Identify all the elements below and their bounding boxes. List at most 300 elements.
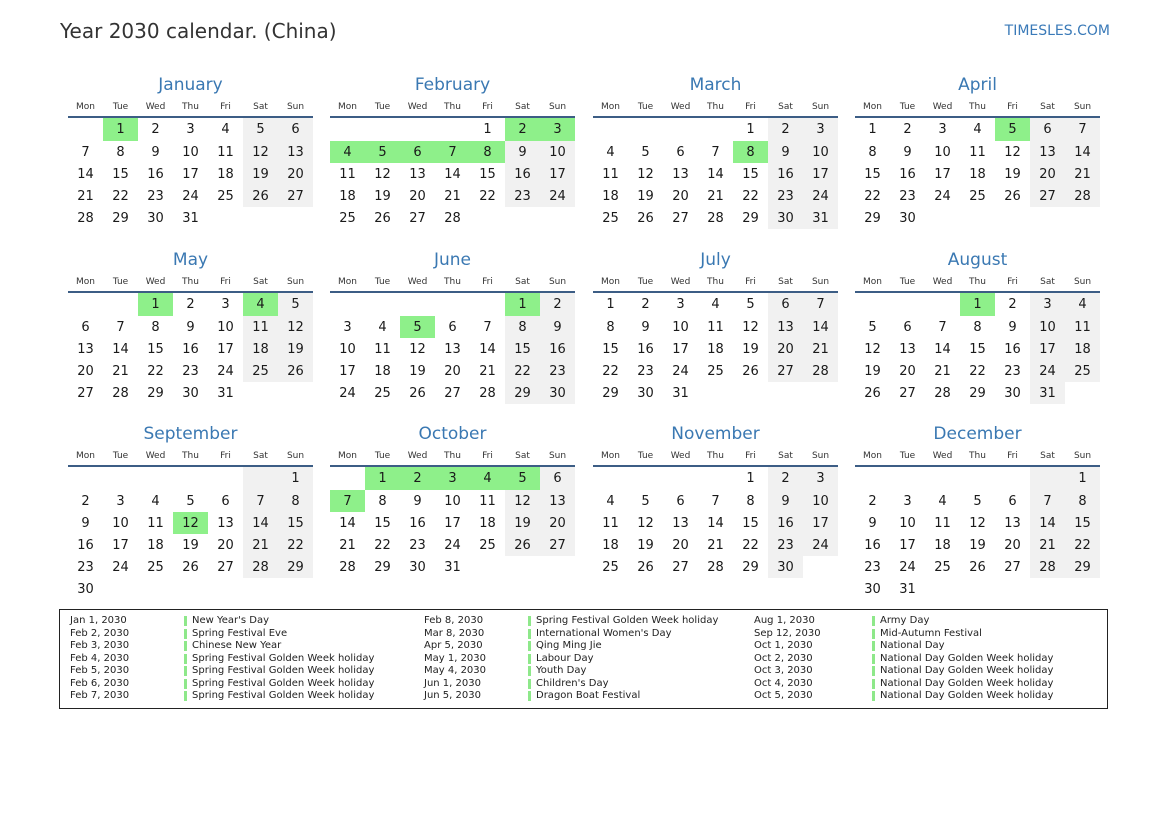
day-cell: 21 — [479, 363, 496, 379]
empty-cell — [540, 207, 575, 229]
week-row — [855, 578, 1100, 600]
day-cell: 18 — [934, 537, 951, 553]
holiday-date: May 1, 2030 — [424, 652, 487, 664]
weekday-header: Mon — [330, 277, 365, 292]
day-cell: 22 — [374, 537, 391, 553]
day-cell: 15 — [147, 341, 164, 357]
empty-cell — [663, 117, 698, 141]
day-cell: 10 — [444, 493, 461, 509]
day-cell: 17 — [444, 515, 461, 531]
month-table — [593, 451, 838, 578]
day-cell: 29 — [112, 210, 129, 226]
day-cell: 13 — [77, 341, 94, 357]
day-cell: 7 — [243, 490, 278, 512]
day-cell: 26 — [243, 185, 278, 207]
weekday-header: Wed — [400, 451, 435, 466]
empty-cell — [890, 292, 925, 316]
day-cell: 20 — [278, 163, 313, 185]
day-cell: 22 — [1065, 534, 1100, 556]
empty-cell — [925, 578, 960, 600]
day-cell: 13 — [540, 490, 575, 512]
holiday-name: Labour Day — [528, 654, 594, 664]
day-cell: 11 — [217, 144, 234, 160]
day-cell: 31 — [1030, 382, 1065, 404]
month-name: December — [933, 424, 1022, 444]
empty-cell — [925, 207, 960, 229]
day-cell: 21 — [934, 363, 951, 379]
empty-cell — [173, 578, 208, 600]
day-cell: 2 — [81, 493, 90, 509]
day-cell: 15 — [278, 512, 313, 534]
month-table — [68, 277, 313, 404]
day-cell: 31 — [182, 210, 199, 226]
holiday-date: Aug 1, 2030 — [754, 615, 815, 626]
day-cell: 18 — [479, 515, 496, 531]
week-row — [855, 360, 1100, 382]
day-cell: 20 — [672, 188, 689, 204]
empty-cell — [68, 466, 103, 490]
week-row — [330, 360, 575, 382]
weekday-header: Wed — [925, 451, 960, 466]
day-cell: 3 — [676, 297, 685, 312]
month-table — [330, 451, 575, 578]
weekday-header: Mon — [330, 451, 365, 466]
empty-cell — [890, 466, 925, 490]
weekday-header: Sun — [803, 277, 838, 292]
week-row — [330, 534, 575, 556]
week-row — [593, 360, 838, 382]
week-row — [68, 466, 313, 490]
month-august — [855, 250, 1100, 404]
day-cell: 23 — [540, 360, 575, 382]
weekday-header: Fri — [208, 277, 243, 292]
day-cell: 18 — [602, 188, 619, 204]
day-cell: 24 — [672, 363, 689, 379]
holiday-name: New Year's Day — [184, 616, 269, 626]
day-cell: 23 — [182, 363, 199, 379]
day-cell: 23 — [505, 185, 540, 207]
day-cell: 7 — [116, 319, 125, 335]
holiday-day-cell: 12 — [173, 512, 208, 534]
day-cell: 23 — [899, 188, 916, 204]
weekday-header: Fri — [208, 451, 243, 466]
empty-cell — [960, 207, 995, 229]
day-cell: 8 — [746, 493, 755, 509]
weekday-header: Sun — [540, 102, 575, 117]
day-cell: 5 — [243, 117, 278, 141]
day-cell: 28 — [339, 559, 356, 575]
day-cell: 7 — [81, 144, 90, 160]
day-cell: 19 — [1004, 166, 1021, 182]
day-cell: 26 — [278, 360, 313, 382]
day-cell: 9 — [768, 141, 803, 163]
day-cell: 25 — [339, 210, 356, 226]
day-cell: 3 — [186, 122, 195, 137]
day-cell: 10 — [217, 319, 234, 335]
holiday-day-cell: 2 — [505, 117, 540, 141]
day-cell: 20 — [1030, 163, 1065, 185]
day-cell: 6 — [676, 144, 685, 160]
day-cell: 16 — [1004, 341, 1021, 357]
week-row — [330, 292, 575, 316]
day-cell: 14 — [934, 341, 951, 357]
weekday-header: Tue — [890, 102, 925, 117]
day-cell: 29 — [602, 385, 619, 401]
empty-cell — [400, 292, 435, 316]
day-cell: 28 — [77, 210, 94, 226]
day-cell: 15 — [864, 166, 881, 182]
month-november — [593, 424, 838, 578]
day-cell: 12 — [637, 166, 654, 182]
day-cell: 8 — [973, 319, 982, 335]
day-cell: 1 — [483, 122, 492, 137]
day-cell: 15 — [1065, 512, 1100, 534]
day-cell: 20 — [899, 363, 916, 379]
day-cell: 27 — [899, 385, 916, 401]
month-name: August — [947, 250, 1008, 270]
month-march — [593, 75, 838, 229]
empty-cell — [278, 382, 313, 404]
weekday-header: Sun — [278, 451, 313, 466]
empty-cell — [733, 382, 768, 404]
day-cell: 14 — [1065, 141, 1100, 163]
holiday-day-cell: 5 — [365, 141, 400, 163]
holiday-name: Dragon Boat Festival — [528, 691, 640, 701]
day-cell: 11 — [934, 515, 951, 531]
day-cell: 26 — [505, 534, 540, 556]
weekday-header: Thu — [698, 451, 733, 466]
holiday-date: Apr 5, 2030 — [424, 640, 483, 651]
holiday-name: Youth Day — [528, 666, 586, 676]
day-cell: 11 — [147, 515, 164, 531]
brand-link[interactable]: TIMESLES.COM — [1004, 23, 1110, 39]
empty-cell — [960, 578, 995, 600]
day-cell: 4 — [1065, 292, 1100, 316]
month-july — [593, 250, 838, 404]
day-cell: 27 — [409, 210, 426, 226]
day-cell: 24 — [803, 534, 838, 556]
day-cell: 16 — [768, 163, 803, 185]
week-row — [593, 556, 838, 578]
day-cell: 14 — [77, 166, 94, 182]
day-cell: 10 — [1030, 316, 1065, 338]
day-cell: 24 — [217, 363, 234, 379]
day-cell: 7 — [938, 319, 947, 335]
day-cell: 24 — [182, 188, 199, 204]
day-cell: 2 — [186, 297, 195, 312]
day-cell: 11 — [707, 319, 724, 335]
day-cell: 30 — [1004, 385, 1021, 401]
weekday-header: Sat — [1030, 102, 1065, 117]
day-cell: 7 — [803, 292, 838, 316]
day-cell: 5 — [973, 493, 982, 509]
holiday-day-cell: 1 — [138, 292, 173, 316]
day-cell: 31 — [444, 559, 461, 575]
day-cell: 28 — [707, 210, 724, 226]
day-cell: 14 — [479, 341, 496, 357]
day-cell: 26 — [969, 559, 986, 575]
day-cell: 9 — [903, 144, 912, 160]
weekday-header: Fri — [995, 277, 1030, 292]
weekday-header: Fri — [470, 451, 505, 466]
weekday-header: Sat — [243, 277, 278, 292]
day-cell: 21 — [707, 188, 724, 204]
day-cell: 2 — [768, 466, 803, 490]
weekday-header: Mon — [593, 451, 628, 466]
day-cell: 28 — [112, 385, 129, 401]
month-name: February — [414, 75, 491, 95]
holiday-date: Oct 4, 2030 — [754, 677, 813, 689]
weekday-header: Thu — [173, 102, 208, 117]
holiday-name: Children's Day — [528, 679, 609, 689]
holiday-name: National Day Golden Week holiday — [872, 679, 1053, 689]
day-cell: 3 — [803, 117, 838, 141]
day-cell: 20 — [1004, 537, 1021, 553]
day-cell: 16 — [182, 341, 199, 357]
day-cell: 13 — [672, 515, 689, 531]
day-cell: 23 — [768, 185, 803, 207]
holiday-day-cell: 7 — [330, 490, 365, 512]
day-cell: 18 — [217, 166, 234, 182]
day-cell: 20 — [444, 363, 461, 379]
day-cell: 13 — [444, 341, 461, 357]
day-cell: 9 — [186, 319, 195, 335]
day-cell: 13 — [672, 166, 689, 182]
day-cell: 12 — [742, 319, 759, 335]
weekday-header: Wed — [400, 277, 435, 292]
weekday-header: Mon — [68, 277, 103, 292]
holiday-day-cell: 8 — [470, 141, 505, 163]
week-row — [855, 292, 1100, 316]
day-cell: 27 — [444, 385, 461, 401]
day-cell: 25 — [1065, 360, 1100, 382]
day-cell: 11 — [602, 515, 619, 531]
day-cell: 18 — [374, 363, 391, 379]
empty-cell — [803, 556, 838, 578]
day-cell: 9 — [413, 493, 422, 509]
day-cell: 25 — [147, 559, 164, 575]
day-cell: 16 — [899, 166, 916, 182]
day-cell: 13 — [899, 341, 916, 357]
day-cell: 8 — [505, 316, 540, 338]
holiday-day-cell: 4 — [470, 466, 505, 490]
empty-cell — [995, 578, 1030, 600]
day-cell: 30 — [147, 210, 164, 226]
day-cell: 7 — [483, 319, 492, 335]
week-row — [593, 534, 838, 556]
day-cell: 26 — [637, 559, 654, 575]
day-cell: 28 — [243, 556, 278, 578]
day-cell: 29 — [1065, 556, 1100, 578]
day-cell: 5 — [868, 319, 877, 335]
holiday-name: Spring Festival Golden Week holiday — [184, 679, 374, 689]
holiday-name: Mid-Autumn Festival — [872, 629, 982, 639]
day-cell: 9 — [868, 515, 877, 531]
day-cell: 16 — [505, 163, 540, 185]
empty-cell — [768, 382, 803, 404]
empty-cell — [435, 117, 470, 141]
holiday-date: Oct 5, 2030 — [754, 690, 813, 701]
day-cell: 8 — [116, 144, 125, 160]
page-title: Year 2030 calendar. (China) — [60, 19, 337, 43]
week-row — [330, 207, 575, 229]
holiday-name: National Day — [872, 641, 945, 651]
week-row — [593, 382, 838, 404]
week-row — [855, 534, 1100, 556]
day-cell: 30 — [540, 382, 575, 404]
day-cell: 9 — [768, 490, 803, 512]
day-cell: 30 — [77, 581, 94, 597]
empty-cell — [628, 117, 663, 141]
weekday-header: Sat — [505, 102, 540, 117]
day-cell: 21 — [1030, 534, 1065, 556]
holiday-name: Spring Festival Golden Week holiday — [184, 691, 374, 701]
empty-cell — [208, 578, 243, 600]
day-cell: 3 — [803, 466, 838, 490]
day-cell: 20 — [77, 363, 94, 379]
empty-cell — [995, 207, 1030, 229]
day-cell: 23 — [409, 537, 426, 553]
weekday-header: Sat — [505, 451, 540, 466]
empty-cell — [243, 207, 278, 229]
day-cell: 3 — [1030, 292, 1065, 316]
week-row — [330, 185, 575, 207]
week-row — [68, 556, 313, 578]
day-cell: 15 — [112, 166, 129, 182]
weekday-header: Wed — [138, 451, 173, 466]
day-cell: 3 — [116, 493, 125, 509]
weekday-header: Fri — [995, 102, 1030, 117]
weekday-header: Sun — [278, 102, 313, 117]
day-cell: 6 — [768, 292, 803, 316]
weekday-header: Thu — [960, 102, 995, 117]
day-cell: 16 — [77, 537, 94, 553]
weekday-header: Sun — [1065, 451, 1100, 466]
week-row — [593, 163, 838, 185]
day-cell: 15 — [505, 338, 540, 360]
day-cell: 2 — [768, 117, 803, 141]
week-row — [593, 316, 838, 338]
month-january — [68, 75, 313, 229]
empty-cell — [138, 466, 173, 490]
weekday-header: Wed — [663, 277, 698, 292]
weekday-header: Sun — [803, 102, 838, 117]
day-cell: 9 — [1008, 319, 1017, 335]
day-cell: 23 — [637, 363, 654, 379]
empty-cell — [103, 292, 138, 316]
holiday-day-cell: 1 — [365, 466, 400, 490]
day-cell: 14 — [444, 166, 461, 182]
empty-cell — [855, 292, 890, 316]
month-table — [855, 277, 1100, 404]
day-cell: 30 — [899, 210, 916, 226]
day-cell: 8 — [1065, 490, 1100, 512]
holiday-date: Feb 8, 2030 — [424, 615, 484, 626]
day-cell: 20 — [409, 188, 426, 204]
day-cell: 13 — [768, 316, 803, 338]
day-cell: 21 — [444, 188, 461, 204]
day-cell: 17 — [182, 166, 199, 182]
weekday-header: Tue — [103, 277, 138, 292]
weekday-header: Wed — [400, 102, 435, 117]
day-cell: 22 — [147, 363, 164, 379]
day-cell: 12 — [1004, 144, 1021, 160]
day-cell: 5 — [186, 493, 195, 509]
empty-cell — [995, 466, 1030, 490]
week-row — [855, 382, 1100, 404]
empty-cell — [698, 466, 733, 490]
day-cell: 13 — [1004, 515, 1021, 531]
day-cell: 1 — [1065, 466, 1100, 490]
empty-cell — [470, 292, 505, 316]
week-row — [855, 466, 1100, 490]
empty-cell — [278, 207, 313, 229]
day-cell: 28 — [1030, 556, 1065, 578]
day-cell: 31 — [672, 385, 689, 401]
empty-cell — [330, 117, 365, 141]
holiday-day-cell: 7 — [435, 141, 470, 163]
day-cell: 6 — [1008, 493, 1017, 509]
weekday-header: Mon — [593, 277, 628, 292]
day-cell: 7 — [1065, 117, 1100, 141]
week-row — [330, 466, 575, 490]
day-cell: 21 — [77, 188, 94, 204]
week-row — [68, 117, 313, 141]
day-cell: 12 — [637, 515, 654, 531]
month-table — [593, 277, 838, 404]
day-cell: 12 — [278, 316, 313, 338]
day-cell: 11 — [1065, 316, 1100, 338]
day-cell: 15 — [969, 341, 986, 357]
day-cell: 7 — [1030, 490, 1065, 512]
day-cell: 16 — [768, 512, 803, 534]
weekday-header: Sun — [540, 451, 575, 466]
day-cell: 23 — [864, 559, 881, 575]
day-cell: 1 — [868, 122, 877, 137]
day-cell: 9 — [540, 316, 575, 338]
day-cell: 11 — [374, 341, 391, 357]
week-row — [855, 141, 1100, 163]
week-row — [593, 292, 838, 316]
holiday-date: Jun 1, 2030 — [424, 677, 481, 689]
day-cell: 28 — [803, 360, 838, 382]
day-cell: 22 — [742, 537, 759, 553]
day-cell: 2 — [151, 122, 160, 137]
day-cell: 5 — [278, 292, 313, 316]
week-row — [330, 556, 575, 578]
week-row — [855, 490, 1100, 512]
weekday-header: Tue — [628, 277, 663, 292]
day-cell: 25 — [934, 559, 951, 575]
weekday-header: Tue — [103, 102, 138, 117]
day-cell: 19 — [243, 163, 278, 185]
day-cell: 25 — [602, 210, 619, 226]
day-cell: 16 — [864, 537, 881, 553]
holiday-name: Army Day — [872, 616, 929, 626]
day-cell: 14 — [112, 341, 129, 357]
day-cell: 19 — [864, 363, 881, 379]
weekday-header: Sat — [243, 451, 278, 466]
month-name: April — [958, 75, 997, 95]
empty-cell — [1030, 207, 1065, 229]
day-cell: 17 — [803, 512, 838, 534]
day-cell: 9 — [505, 141, 540, 163]
day-cell: 6 — [448, 319, 457, 335]
day-cell: 31 — [899, 581, 916, 597]
day-cell: 9 — [641, 319, 650, 335]
week-row — [593, 207, 838, 229]
holiday-name: Spring Festival Golden Week holiday — [184, 654, 374, 664]
